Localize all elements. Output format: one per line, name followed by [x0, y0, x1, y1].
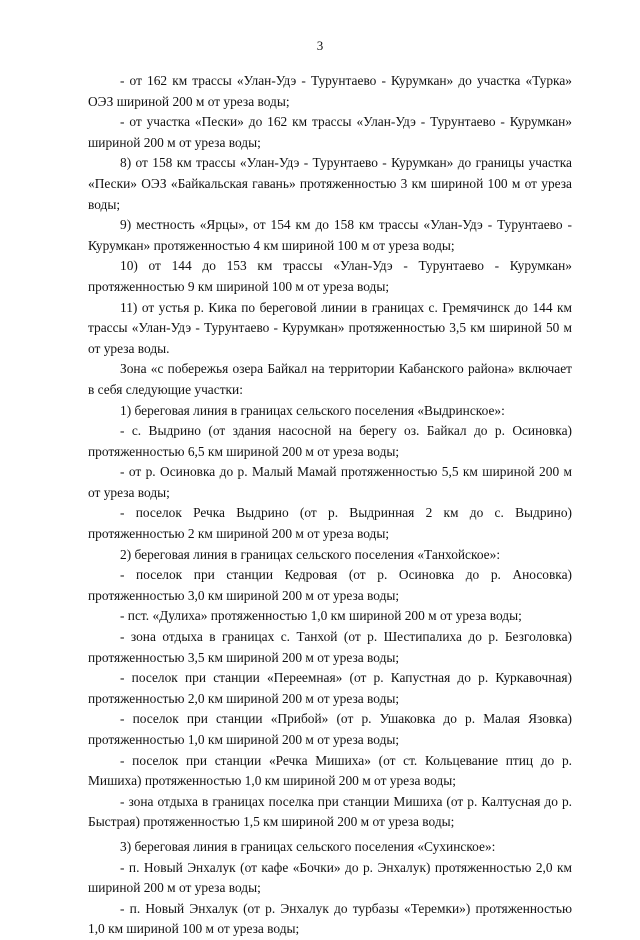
paragraph: - от р. Осиновка до р. Малый Мамай протяженностью 5,5 км шириной 200 м от уреза воды; — [88, 464, 572, 500]
document-body — [88, 71, 572, 940]
paragraph: - поселок при станции «Переемная» (от р. Капустная до р. Куркавочная) протяженностью 2,0 км шириной 200 м от уреза воды; — [88, 670, 572, 706]
paragraph: - от участка «Пески» до 162 км трассы «Улан-Удэ - Турунтаево - Курумкан» шириной 200 м от уреза воды; — [88, 114, 572, 150]
paragraph: - с. Выдрино (от здания насосной на берегу оз. Байкал до р. Осиновка) протяженностью 6,5 км шириной 200 м от уреза воды; — [88, 423, 572, 459]
paragraph: - поселок при станции Кедровая (от р. Осиновка до р. Аносовка) протяженностью 3,0 км шириной 200 м от уреза воды; — [88, 567, 572, 603]
paragraph: 2) береговая линия в границах сельского поселения «Танхойское»: — [120, 546, 501, 562]
page-number: 3 — [316, 38, 324, 53]
paragraph: - пст. «Дулиха» протяженностью 1,0 км шириной 200 м от уреза воды; — [120, 608, 522, 624]
paragraph: 9) местность «Ярцы», от 154 км до 158 км трассы «Улан-Удэ - Турунтаево - Курумкан» протяженностью 4 км шириной 100 м от уреза воды; — [88, 217, 572, 253]
paragraph: - поселок Речка Выдрино (от р. Выдринная 2 км до с. Выдрино) протяженностью 2 км шириной 200 м от уреза воды; — [88, 505, 572, 542]
paragraph: - зона отдыха в границах поселка при станции Мишиха (от р. Калтусная до р. Быстрая) протяженностью 1,5 км шириной 200 м от уреза воды; — [88, 793, 572, 830]
paragraph: - поселок при станции «Речка Мишиха» (от ст. Кольцевание птиц до р. Мишиха) протяженностью 1,0 км шириной 200 м от уреза воды; — [88, 752, 572, 789]
paragraph: - поселок при станции «Прибой» (от р. Ушаковка до р. Малая Язовка) протяженностью 1,0 км шириной 200 м от уреза воды; — [88, 711, 572, 747]
paragraph: 8) от 158 км трассы «Улан-Удэ - Турунтаево - Курумкан» до границы участка «Пески» ОЭЗ «Байкальская гавань» протяженностью 3 км шириной 100 м от уреза воды; — [88, 155, 572, 212]
paragraph: - п. Новый Энхалук (от р. Энхалук до турбазы «Теремки») протяженностью 1,0 км шириной 100 м от уреза воды; — [88, 900, 572, 937]
paragraph: 10) от 144 до 153 км трассы «Улан-Удэ - Турунтаево - Курумкан» протяженностью 9 км шириной 100 м от уреза воды; — [88, 258, 572, 294]
paragraph: - зона отдыха в границах с. Танхой (от р. Шестипалиха до р. Безголовка) протяженностью 3,5 км шириной 200 м от уреза воды; — [88, 629, 572, 665]
paragraph: 1) береговая линия в границах сельского поселения «Выдринское»: — [120, 402, 505, 418]
paragraph: - п. Новый Энхалук (от кафе «Бочки» до р. Энхалук) протяженностью 2,0 км шириной 200 м от уреза воды; — [88, 859, 572, 896]
paragraph: - от 162 км трассы «Улан-Удэ - Турунтаево - Курумкан» до участка «Турка» ОЭЗ шириной 200 м от уреза воды; — [88, 73, 572, 109]
paragraph: 11) от устья р. Кика по береговой линии в границах с. Гремячинск до 144 км трассы «Улан-Удэ - Турунтаево - Курумкан» протяженностью 3,5 км шириной 50 м от уреза воды. — [88, 299, 572, 356]
paragraph: Зона «с побережья озера Байкал на территории Кабанского района» включает в себя следующие участки: — [88, 361, 572, 397]
paragraph: 3) береговая линия в границах сельского поселения «Сухинское»: — [120, 838, 496, 854]
